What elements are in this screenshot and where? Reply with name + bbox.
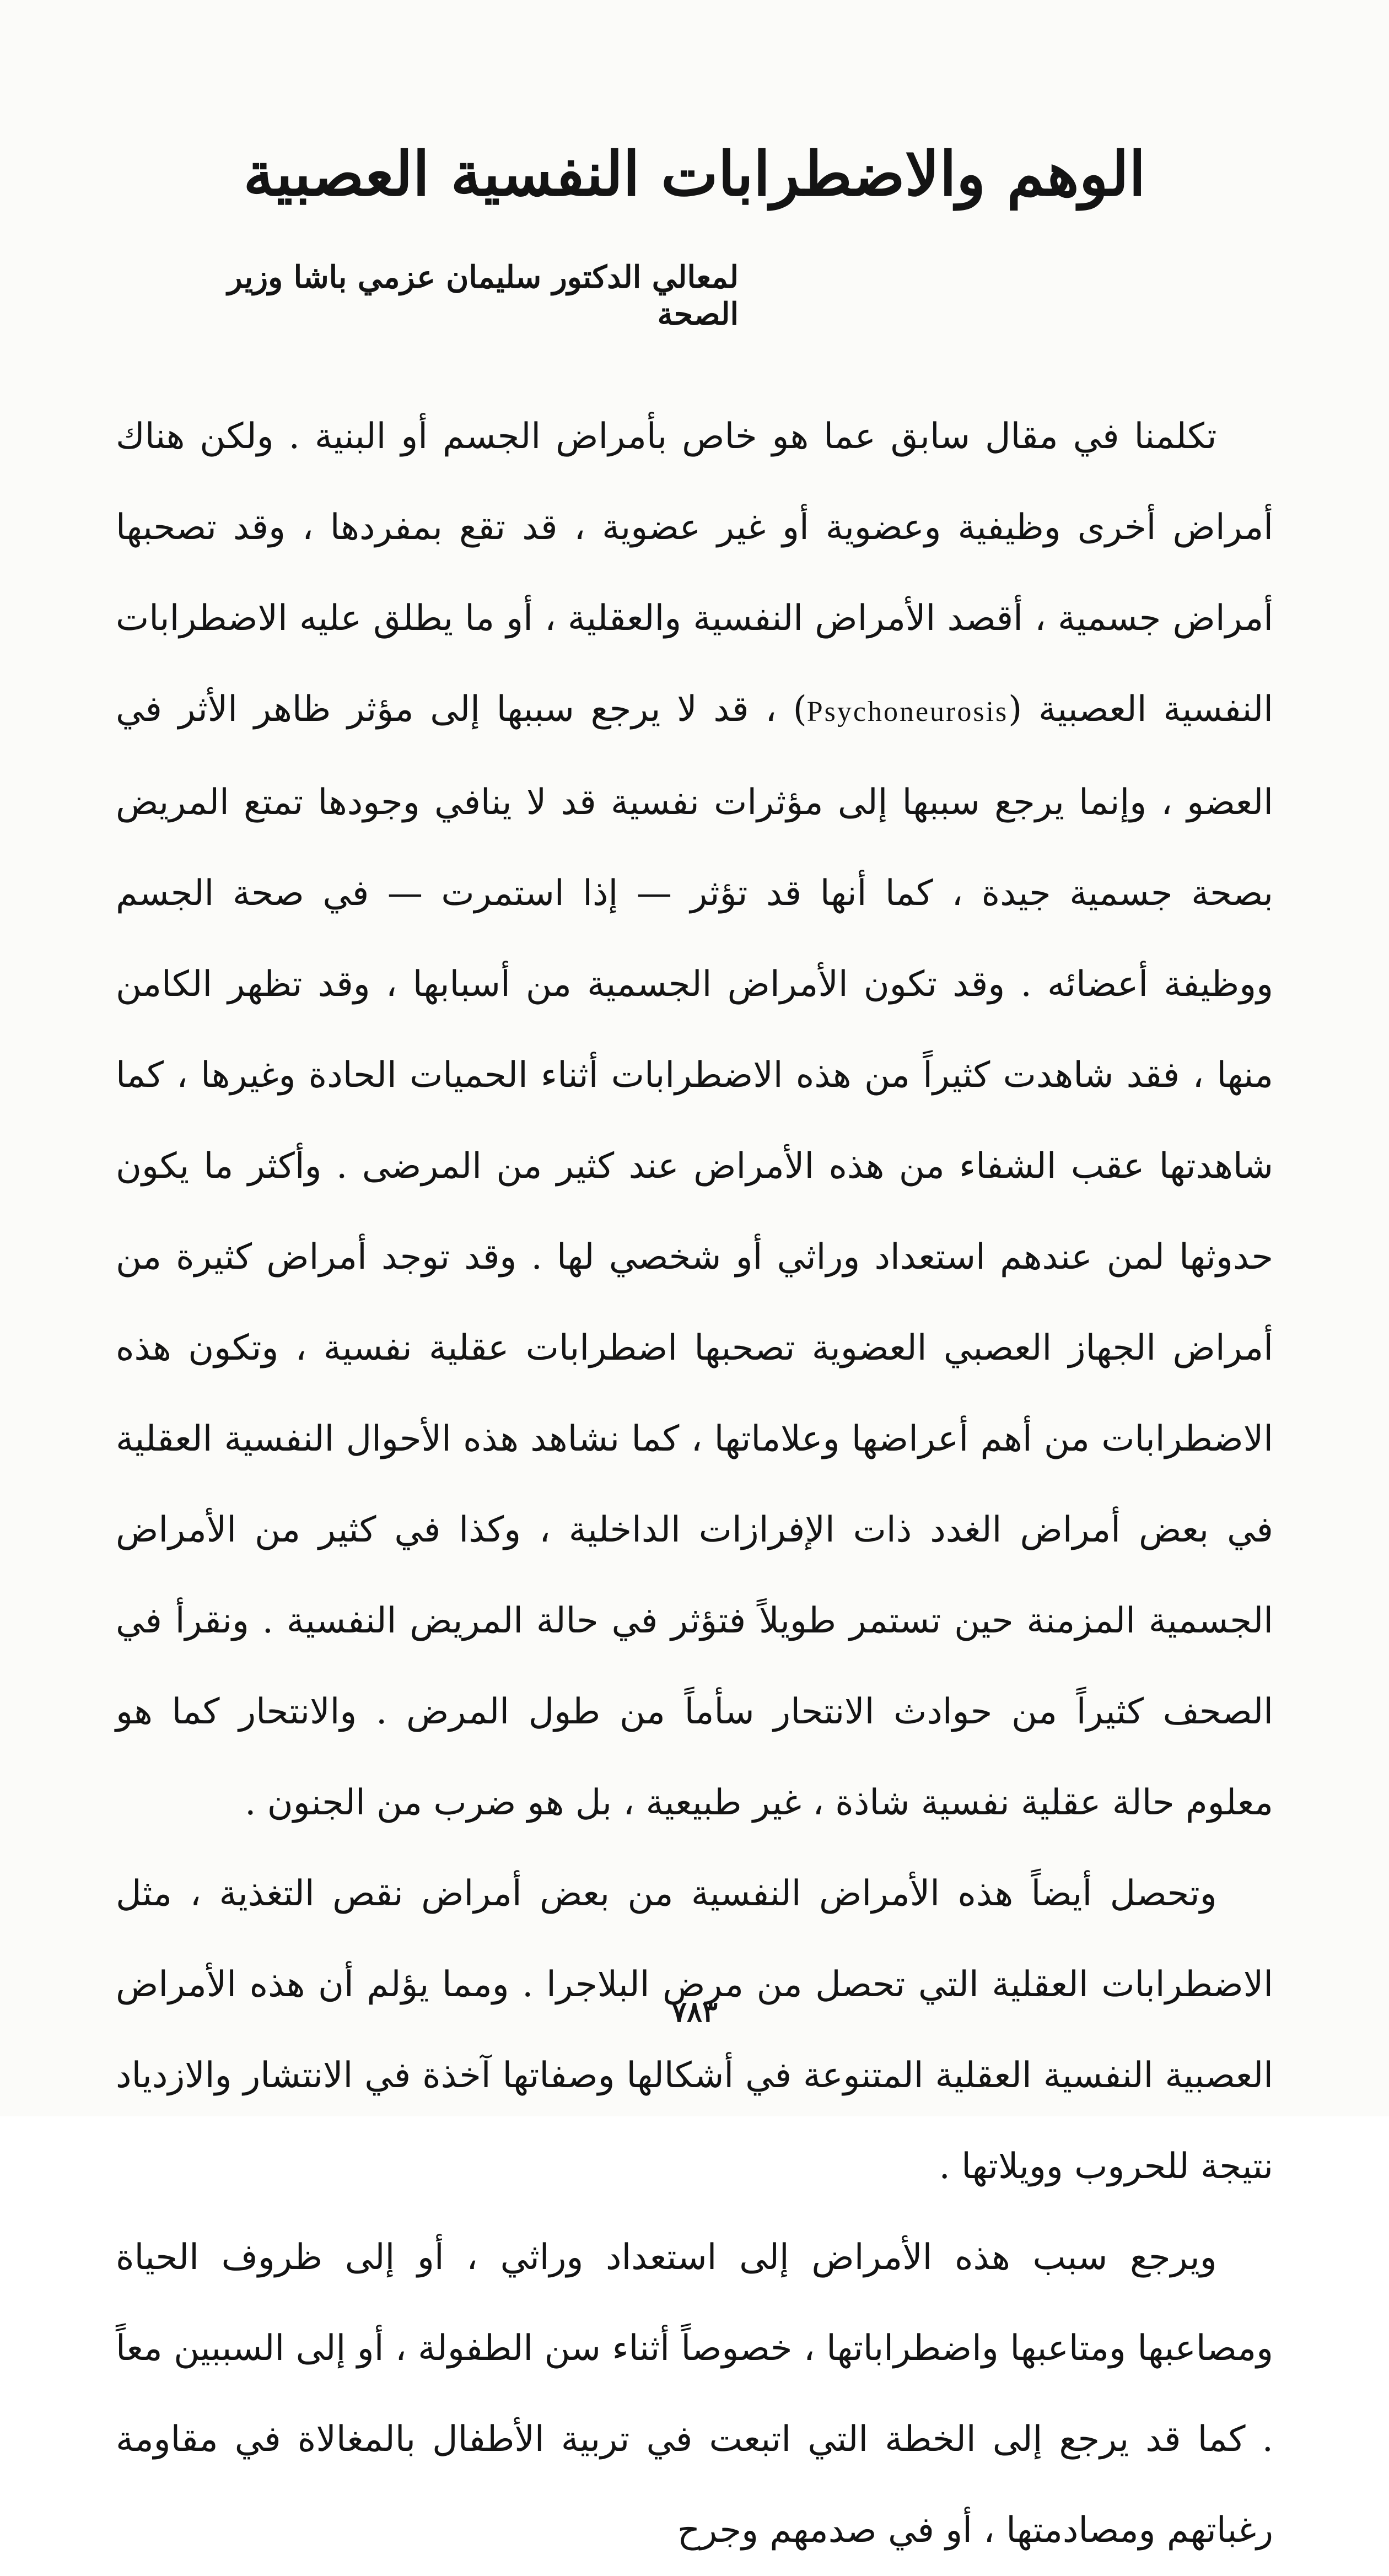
article-body bbox=[116, 391, 1273, 2576]
latin-term: Psychoneurosis bbox=[806, 696, 1009, 727]
author-line: لمعالي الدكتور سليمان عزمي باشا وزير الصحة bbox=[227, 259, 739, 333]
article-title: الوهم والاضطرابات النفسية العصبية bbox=[243, 138, 1146, 209]
paragraph-1-text-a: تكلمنا في مقال سابق عما هو خاص بأمراض الجسم أو البنية . ولكن هناك أمراض أخرى وظيفية وعضوية أو غير عضوية ، قد تقع بمفردها ، وقد تصحبها أمراض جسمية ، أقصد الأمراض النفسية والعقلية ، أو ما يطلق عليه الاضطرابات النفسية العصبية ( bbox=[116, 416, 1274, 730]
paragraph-3: ويرجع سبب هذه الأمراض إلى استعداد وراثي ، أو إلى ظروف الحياة ومصاعبها ومتاعبها واضطراباتها ، خصوصاً أثناء سن الطفولة ، أو إلى السببين معاً . كما قد يرجع إلى الخطة التي اتبعت في تربية الأطفال بالمغالاة في مقاومة رغباتهم ومصادمتها ، أو في صدمهم وجرح bbox=[116, 2237, 1274, 2551]
page-number: ٧٨٣ bbox=[671, 1995, 718, 2029]
paragraph-1-text-b: ) ، قد لا يرجع سببها إلى مؤثر ظاهر الأثر في العضو ، وإنما يرجع سببها إلى مؤثرات نفسية قد لا ينافي وجودها تمتع المريض بصحة جسمية جيدة ، كما أنها قد تؤثر — إذا استمرت — في صحة الجسم ووظيفة أعضائه . وقد تكون الأمراض الجسمية من أسبابها ، وقد تظهر الكامن منها ، فقد شاهدت كثيراً من هذه الاضطرابات أثناء الحميات الحادة وغيرها ، كما شاهدتها عقب الشفاء من هذه الأمراض عند كثير من المرضى . وأكثر ما يكون حدوثها لمن عندهم استعداد وراثي أو شخصي لها . وقد توجد أمراض كثيرة من أمراض الجهاز العصبي العضوية تصحبها اضطرابات عقلية نفسية ، وتكون هذه الاضطرابات من أهم أعراضها وعلاماتها ، كما نشاهد هذه الأحوال النفسية العقلية في بعض أمراض الغدد ذات الإفرازات الداخلية ، وكذا في كثير من الأمراض الجسمية المزمنة حين تستمر طويلاً فتؤثر في حالة المريض النفسية . ونقرأ في الصحف كثيراً من حوادث الانتحار سأماً من طول المرض . والانتحار كما هو معلوم حالة عقلية نفسية شاذة ، غير طبيعية ، بل هو ضرب من الجنون . bbox=[116, 689, 1274, 1823]
paragraph-2: وتحصل أيضاً هذه الأمراض النفسية من بعض أمراض نقص التغذية ، مثل الاضطرابات العقلية التي تحصل من مرض البلاجرا . ومما يؤلم أن هذه الأمراض العصبية النفسية العقلية المتنوعة في أشكالها وصفاتها آخذة في الانتشار والازدياد نتيجة للحروب وويلاتها . bbox=[116, 1873, 1274, 2187]
paragraph-1 bbox=[116, 391, 1273, 1849]
